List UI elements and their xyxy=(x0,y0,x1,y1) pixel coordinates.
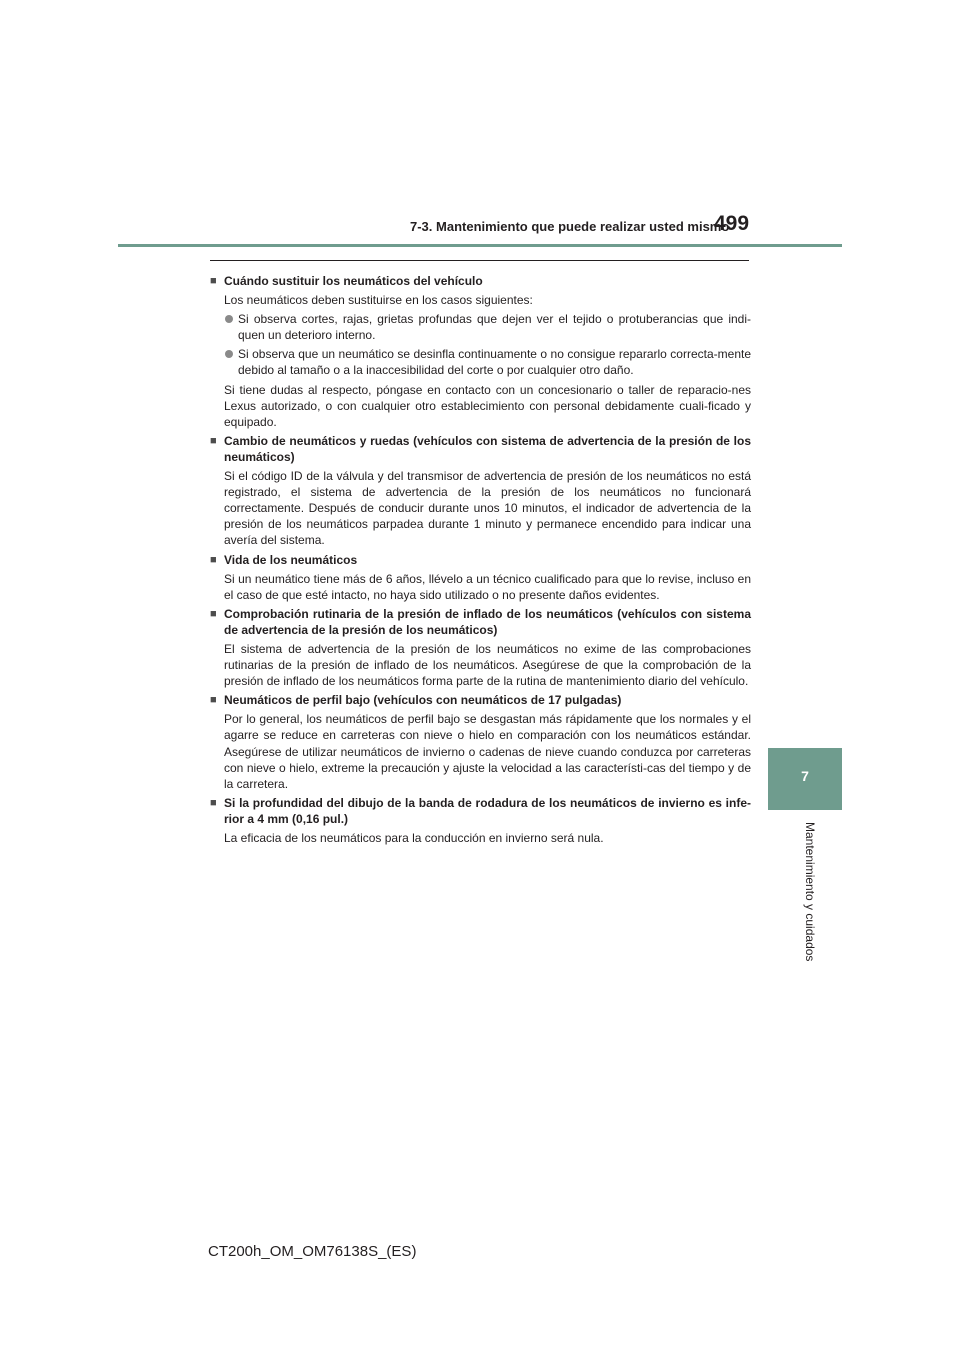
square-bullet-icon: ■ xyxy=(210,434,217,447)
section-heading-text: Comprobación rutinaria de la presión de inflado de los neumáticos (vehículos con sistema de advertencia de la presión de los neumáticos) xyxy=(224,606,751,637)
content xyxy=(210,270,751,846)
chapter-label: Mantenimiento y cuidados xyxy=(803,822,817,962)
content-top-rule xyxy=(210,260,749,261)
section-heading-text: Si la profundidad del dibujo de la banda de rodadura de los neumáticos de invierno es infe-rior a 4 mm (0,16 pul.) xyxy=(224,795,751,826)
bullet-item xyxy=(210,346,751,378)
square-bullet-icon: ■ xyxy=(210,607,217,620)
section-heading xyxy=(210,606,751,638)
section-body: El sistema de advertencia de la presión de los neumáticos no exime de las comprobaciones rutinarias de la presión de inflado de los neumáticos. Asegúrese de que la comprobación de la presión de inflado de los neumáticos forma parte de la rutina de mantenimiento diario del vehículo. xyxy=(224,641,751,689)
circle-bullet-icon xyxy=(225,350,233,358)
square-bullet-icon: ■ xyxy=(210,694,217,707)
bullet-text: Si observa cortes, rajas, grietas profundas que dejen ver el tejido o protuberancias que indi-quen un deterioro interno. xyxy=(238,312,751,343)
section-heading xyxy=(210,552,751,568)
square-bullet-icon: ■ xyxy=(210,553,217,566)
section-heading-text: Vida de los neumáticos xyxy=(224,552,358,567)
footer-doc-code: CT200h_OM_OM76138S_(ES) xyxy=(208,1243,417,1260)
section-heading-text: Cuándo sustituir los neumáticos del vehículo xyxy=(224,274,483,288)
header-rule xyxy=(118,244,842,247)
section-outro: Si tiene dudas al respecto, póngase en contacto con un concesionario o taller de reparacio-nes Lexus autorizado, o con cualquier otro establecimiento con personal debidamente cuali-ficado y equipado. xyxy=(224,382,751,429)
bullet-text: Si observa que un neumático se desinfla continuamente o no consigue repararlo correcta-mente debido al tamaño o a la inaccesibilidad del corte o por cualquier otro daño. xyxy=(238,347,751,378)
section-body: La eficacia de los neumáticos para la conducción en invierno será nula. xyxy=(224,831,604,845)
section-intro: Los neumáticos deben sustituirse en los casos siguientes: xyxy=(224,293,533,308)
section-body: Si el código ID de la válvula y del transmisor de advertencia de presión de los neumáticos no está registrado, el sistema de advertencia de la presión de los neumáticos no funcionará correctamente. Después de conducir durante unos 10 minutos, el indicador de advertencia de la presión de los neumáticos parpadea durante 1 minuto y permanece encendido para indicar una avería del sistema. xyxy=(224,469,751,548)
bullet-item xyxy=(210,311,751,343)
square-bullet-icon: ■ xyxy=(210,796,217,809)
circle-bullet-icon xyxy=(225,315,233,323)
header-section-title: 7-3. Mantenimiento que puede realizar usted mismo xyxy=(410,219,730,234)
square-bullet-icon: ■ xyxy=(210,275,217,287)
section-heading xyxy=(210,433,751,465)
page-number: 499 xyxy=(714,212,750,235)
chapter-number: 7 xyxy=(801,768,809,784)
section-heading xyxy=(210,692,751,708)
section-heading xyxy=(210,795,751,827)
section-heading-text: Neumáticos de perfil bajo (vehículos con neumáticos de 17 pulgadas) xyxy=(224,693,622,708)
section-body: Por lo general, los neumáticos de perfil bajo se desgastan más rápidamente que los normales y el agarre se reduce en carreteras con nieve o hielo en comparación con los neumáticos estándar. Asegúrese de utilizar neumáticos de invierno o cadenas de nieve cuando conduzca por carreteras con nieve o hielo, extreme la precaución y ajuste la velocidad a las característi-cas del tiempo y de la carretera. xyxy=(224,712,751,791)
section-heading xyxy=(210,273,751,289)
chapter-tab xyxy=(768,748,842,810)
section-body: Si un neumático tiene más de 6 años, llévelo a un técnico cualificado para que lo revise, incluso en el caso de que esté intacto, no haya sido utilizado o no presente daños evidentes. xyxy=(224,571,751,602)
section-heading-text: Cambio de neumáticos y ruedas (vehículos con sistema de advertencia de la presión de los neumáticos) xyxy=(224,433,751,464)
